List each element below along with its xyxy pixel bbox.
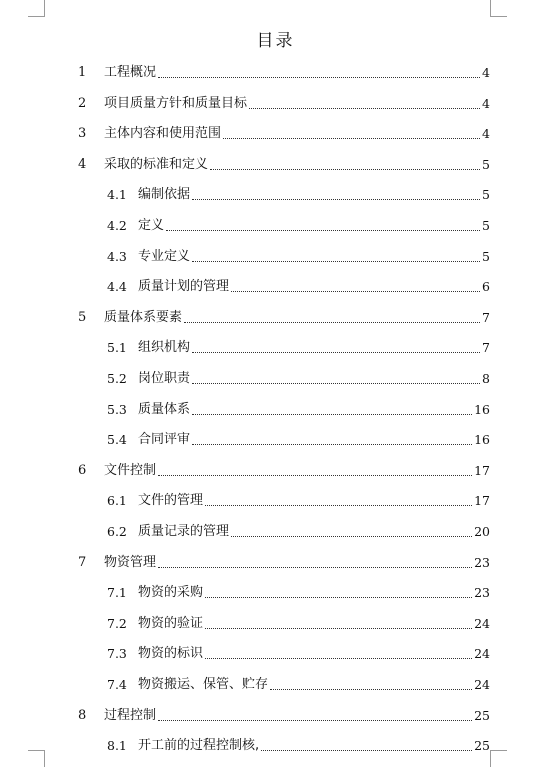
- crop-mark-bottom-left: [28, 750, 45, 767]
- toc-entry-label: 物资搬运、保管、贮存: [138, 677, 269, 692]
- toc-entry-label: 合同评审: [138, 432, 191, 448]
- toc-entry-page-number: 17: [474, 493, 490, 509]
- toc-entry-page-number: 5: [482, 156, 490, 172]
- toc-leader-dots: [261, 750, 472, 751]
- toc-entry-page-number: 20: [474, 524, 490, 539]
- toc-entry-page-number: 6: [482, 279, 490, 295]
- toc-entry-page-number: 4: [482, 95, 490, 111]
- toc-entry-label: 过程控制: [104, 707, 157, 723]
- toc-entry-number: 6.2: [107, 524, 127, 539]
- toc-entry[interactable]: [107, 185, 490, 205]
- toc-entry[interactable]: [78, 706, 490, 726]
- toc-entry-label: 岗位职责: [138, 371, 191, 386]
- toc-entry-label: 质量计划的管理: [138, 279, 230, 295]
- toc-entry-page-number: 5: [482, 248, 490, 264]
- toc-entry-number: 4: [78, 156, 87, 172]
- toc-entry-number: 6: [78, 462, 87, 478]
- toc-entry[interactable]: [107, 614, 490, 634]
- toc-entry[interactable]: [107, 675, 490, 695]
- toc-entry[interactable]: [78, 308, 490, 328]
- toc-leader-dots: [192, 383, 480, 384]
- toc-leader-dots: [192, 199, 480, 200]
- toc-entry-label: 文件控制: [104, 462, 157, 478]
- toc-leader-dots: [249, 108, 480, 109]
- toc-entry-number: 8.1: [107, 738, 127, 754]
- toc-entry-page-number: 23: [474, 554, 490, 570]
- toc-entry-number: 4.3: [107, 248, 127, 264]
- toc-entry-label: 专业定义: [138, 248, 191, 264]
- toc-entry-page-number: 5: [482, 187, 490, 203]
- toc-entry-number: 2: [78, 95, 87, 111]
- toc-entry-page-number: 16: [474, 401, 490, 417]
- toc-entry[interactable]: [107, 216, 490, 236]
- toc-entry-number: 5.1: [107, 340, 127, 356]
- toc-entry-number: 7.2: [107, 615, 127, 631]
- toc-entry[interactable]: [107, 338, 490, 358]
- toc-leader-dots: [158, 720, 472, 721]
- toc-leader-dots: [192, 261, 480, 262]
- toc-entry[interactable]: [78, 553, 490, 573]
- toc-entry-page-number: 25: [474, 738, 490, 754]
- toc-entry-label: 定义: [138, 218, 165, 233]
- toc-entry[interactable]: [107, 522, 490, 542]
- toc-entry-number: 4.1: [107, 187, 127, 203]
- toc-entry-number: 7.3: [107, 646, 127, 662]
- toc-entry-number: 7: [78, 554, 87, 570]
- toc-entry-label: 组织机构: [138, 340, 191, 356]
- toc-entry-number: 4.2: [107, 218, 127, 233]
- toc-entry-label: 采取的标准和定义: [104, 156, 209, 172]
- toc-entry[interactable]: [78, 94, 490, 114]
- toc-entry[interactable]: [78, 461, 490, 481]
- toc-entry-page-number: 4: [482, 126, 490, 142]
- toc-entry-page-number: 23: [474, 585, 490, 601]
- toc-entry-page-number: 25: [474, 707, 490, 723]
- toc-entry-number: 5.2: [107, 371, 127, 386]
- toc-entry-number: 5.4: [107, 432, 127, 448]
- toc-entry-page-number: 17: [474, 462, 490, 478]
- toc-entry-label: 文件的管理: [138, 493, 204, 509]
- toc-entry[interactable]: [78, 155, 490, 175]
- toc-leader-dots: [270, 689, 472, 690]
- toc-entry-number: 3: [78, 126, 87, 142]
- toc-entry-number: 7.4: [107, 677, 127, 692]
- toc-entry-page-number: 16: [474, 432, 490, 448]
- toc-leader-dots: [184, 322, 480, 323]
- toc-leader-dots: [192, 352, 480, 353]
- toc-entry-label: 开工前的过程控制核,: [138, 738, 260, 754]
- toc-leader-dots: [210, 169, 480, 170]
- toc-entry-label: 物资的标识: [138, 646, 204, 662]
- toc-entry-label: 项目质量方针和质量目标: [104, 95, 248, 111]
- toc-entry-number: 1: [78, 65, 87, 80]
- toc-entry[interactable]: [107, 247, 490, 267]
- toc-leader-dots: [231, 536, 472, 537]
- toc-entry[interactable]: [107, 400, 490, 420]
- toc-entry[interactable]: [107, 583, 490, 603]
- toc-entry-number: 8: [78, 707, 87, 723]
- toc-entry[interactable]: [78, 63, 490, 83]
- toc-leader-dots: [231, 291, 480, 292]
- toc-entry-page-number: 7: [482, 309, 490, 325]
- toc-leader-dots: [205, 658, 472, 659]
- toc-leader-dots: [192, 414, 472, 415]
- toc-entry-page-number: 24: [474, 677, 490, 692]
- toc-leader-dots: [205, 628, 472, 629]
- toc-entry-page-number: 8: [482, 371, 490, 386]
- toc-entry-page-number: 5: [482, 218, 490, 233]
- toc-leader-dots: [192, 444, 472, 445]
- toc-entry-label: 工程概况: [104, 65, 157, 80]
- toc-entry-page-number: 24: [474, 646, 490, 662]
- toc-entry-label: 物资管理: [104, 554, 157, 570]
- toc-entry-page-number: 24: [474, 615, 490, 631]
- toc-leader-dots: [205, 505, 472, 506]
- toc-leader-dots: [223, 138, 480, 139]
- toc-entry[interactable]: [107, 277, 490, 297]
- toc-entry-page-number: 4: [482, 65, 490, 80]
- toc-entry-label: 质量记录的管理: [138, 524, 230, 539]
- toc-entry-label: 质量体系: [138, 401, 191, 417]
- toc-entry[interactable]: [107, 736, 490, 756]
- crop-mark-bottom-right: [490, 750, 507, 767]
- toc-entry-number: 7.1: [107, 585, 127, 601]
- toc-leader-dots: [158, 77, 480, 78]
- toc-entry[interactable]: [107, 491, 490, 511]
- toc-entry[interactable]: [107, 644, 490, 664]
- toc-entry-number: 4.4: [107, 279, 127, 295]
- crop-mark-top-right: [490, 0, 507, 17]
- toc-entry-number: 6.1: [107, 493, 127, 509]
- toc-entry-number: 5: [78, 309, 87, 325]
- toc-entry-label: 主体内容和使用范围: [104, 126, 222, 142]
- toc-entry[interactable]: [107, 369, 490, 389]
- crop-mark-top-left: [28, 0, 45, 17]
- toc-entry[interactable]: [78, 124, 490, 144]
- toc-entry-label: 质量体系要素: [104, 309, 183, 325]
- toc-leader-dots: [158, 475, 472, 476]
- toc-entry-page-number: 7: [482, 340, 490, 356]
- toc-entry-label: 编制依据: [138, 187, 191, 203]
- toc-entry[interactable]: [107, 430, 490, 450]
- toc-entry-number: 5.3: [107, 401, 127, 417]
- toc-title: 目录: [256, 31, 295, 51]
- toc-entry-label: 物资的采购: [138, 585, 204, 601]
- toc-leader-dots: [205, 597, 472, 598]
- toc-leader-dots: [158, 567, 472, 568]
- toc-entry-label: 物资的验证: [138, 615, 204, 631]
- toc-leader-dots: [166, 230, 480, 231]
